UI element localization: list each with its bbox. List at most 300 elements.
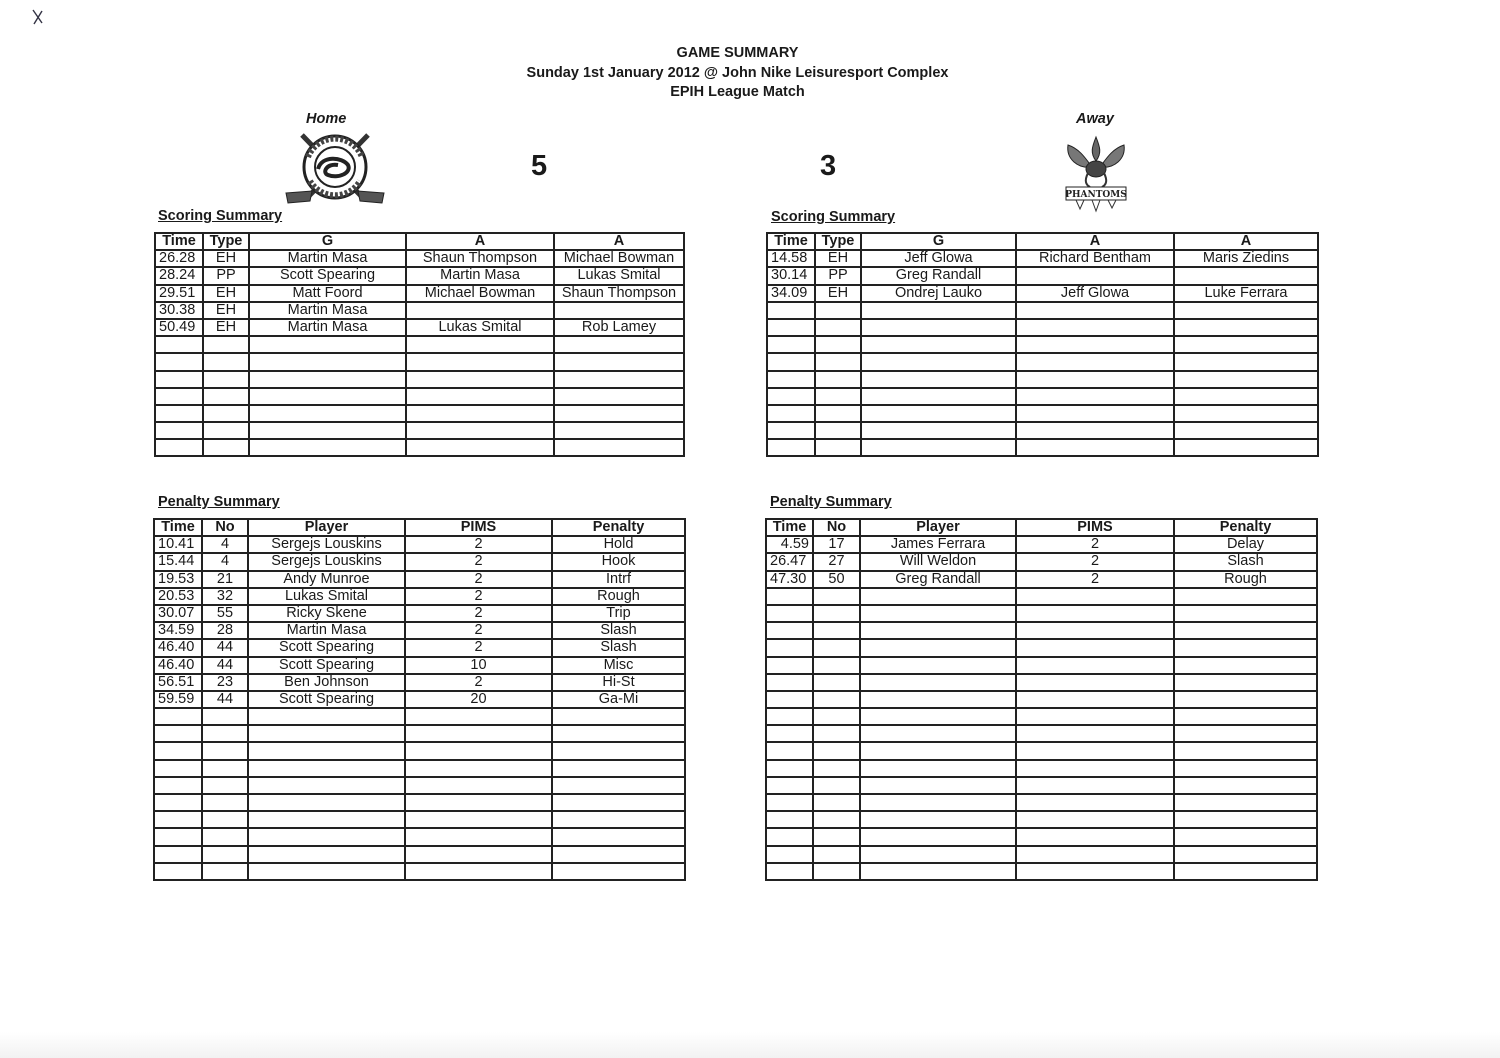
table-cell [860,622,1016,639]
empty-table-row [767,319,1318,336]
table-cell [1174,405,1318,422]
table-cell [248,828,405,845]
table-cell [813,622,860,639]
column-header: Type [815,233,861,250]
table-cell [1174,371,1318,388]
table-cell [860,760,1016,777]
empty-table-row [767,388,1318,405]
table-cell [1016,725,1174,742]
table-row [766,553,1317,570]
table-row [155,285,684,302]
table-cell [861,405,1016,422]
table-cell [813,674,860,691]
table-cell [154,863,202,880]
table-cell: Martin Masa [248,622,405,639]
table-row [154,571,685,588]
table-cell [202,708,248,725]
table-cell: Lukas Smital [554,267,684,284]
table-cell [860,828,1016,845]
crossed-sticks-mark-icon [30,8,46,26]
column-header: Type [203,233,249,250]
table-cell [249,353,406,370]
table-cell: 44 [202,639,248,656]
empty-table-row [766,588,1317,605]
table-cell [1174,657,1317,674]
table-cell: Martin Masa [249,302,406,319]
table-cell [1016,622,1174,639]
table-cell: 4.59 [766,536,813,553]
table-cell: 17 [813,536,860,553]
empty-table-row [766,742,1317,759]
table-cell [552,846,685,863]
table-cell [1016,760,1174,777]
table-cell: 28 [202,622,248,639]
table-row [766,536,1317,553]
table-cell [1174,691,1317,708]
table-cell: 26.28 [155,250,203,267]
table-cell [1174,319,1318,336]
empty-table-row [154,725,685,742]
table-row [154,605,685,622]
table-cell [203,388,249,405]
table-cell [155,388,203,405]
table-cell: Greg Randall [860,571,1016,588]
table-cell [1174,794,1317,811]
table-cell [1016,708,1174,725]
table-cell [202,777,248,794]
table-cell [249,422,406,439]
scan-bottom-edge [0,1032,1500,1058]
empty-table-row [766,777,1317,794]
table-cell: 10.41 [154,536,202,553]
table-cell [815,319,861,336]
empty-table-row [766,639,1317,656]
column-header: Penalty [1174,519,1317,536]
table-cell [813,639,860,656]
empty-table-row [154,863,685,880]
table-cell: Trip [552,605,685,622]
column-header: Penalty [552,519,685,536]
table-cell: 2 [405,588,552,605]
table-cell: 2 [405,674,552,691]
table-cell: PP [815,267,861,284]
table-row [155,302,684,319]
table-cell [766,828,813,845]
empty-table-row [766,794,1317,811]
column-header: Time [767,233,815,250]
table-cell [1016,353,1174,370]
table-cell: 2 [1016,571,1174,588]
table-cell [766,725,813,742]
table-cell [552,863,685,880]
table-cell [1016,742,1174,759]
table-cell [154,811,202,828]
table-cell [1174,388,1318,405]
table-cell [554,371,684,388]
bracknell-bees-logo-icon [282,131,388,205]
table-cell [861,439,1016,456]
table-cell [766,674,813,691]
empty-table-row [766,674,1317,691]
table-cell [1174,863,1317,880]
table-header-row [766,519,1317,536]
table-row [767,250,1318,267]
table-cell [248,811,405,828]
table-cell: Matt Foord [249,285,406,302]
table-cell: Slash [1174,553,1317,570]
table-cell [1016,794,1174,811]
table-cell: 2 [1016,553,1174,570]
table-cell [813,657,860,674]
table-cell [861,353,1016,370]
table-cell: 46.40 [154,657,202,674]
table-cell: Hold [552,536,685,553]
table-cell [1016,302,1174,319]
table-cell [860,588,1016,605]
table-cell [248,760,405,777]
empty-table-row [154,742,685,759]
table-cell: Michael Bowman [554,250,684,267]
table-cell [552,828,685,845]
table-cell: 44 [202,691,248,708]
table-cell [1174,674,1317,691]
table-row [154,674,685,691]
table-cell [813,811,860,828]
table-cell [249,439,406,456]
table-cell: Ricky Skene [248,605,405,622]
table-cell: 21 [202,571,248,588]
table-cell: EH [203,302,249,319]
table-cell: EH [203,319,249,336]
table-cell [154,742,202,759]
table-cell [1174,336,1318,353]
table-row [155,319,684,336]
table-cell [815,422,861,439]
table-cell [1174,302,1318,319]
table-cell: 34.59 [154,622,202,639]
table-cell [406,422,554,439]
table-cell: 28.24 [155,267,203,284]
table-cell [766,811,813,828]
table-cell: Ben Johnson [248,674,405,691]
table-cell [767,353,815,370]
table-cell [1174,267,1318,284]
table-cell [248,725,405,742]
table-cell [1016,371,1174,388]
table-cell [1174,422,1318,439]
table-cell [1174,777,1317,794]
table-cell [766,622,813,639]
table-cell: Scott Spearing [249,267,406,284]
table-cell: 56.51 [154,674,202,691]
table-row [154,536,685,553]
table-cell [815,302,861,319]
table-cell [1016,657,1174,674]
table-cell [1016,777,1174,794]
column-header: Time [766,519,813,536]
table-cell [813,828,860,845]
table-cell: Jeff Glowa [1016,285,1174,302]
column-header: No [813,519,860,536]
table-cell [815,371,861,388]
table-row [154,553,685,570]
table-cell: 20.53 [154,588,202,605]
away-scoring-table [766,232,1319,457]
column-header: A [1016,233,1174,250]
svg-text:PHANTOMS: PHANTOMS [1065,190,1127,200]
table-cell [813,605,860,622]
table-cell [767,319,815,336]
table-cell [155,422,203,439]
table-cell [248,846,405,863]
away-label: Away [1076,111,1114,127]
table-cell [155,353,203,370]
table-cell [1016,319,1174,336]
table-cell [552,760,685,777]
table-cell: Lukas Smital [248,588,405,605]
table-cell: EH [203,285,249,302]
table-cell [1016,674,1174,691]
table-cell: 2 [405,571,552,588]
table-cell: 29.51 [155,285,203,302]
table-cell [861,302,1016,319]
table-row [155,267,684,284]
table-cell [406,371,554,388]
table-cell [861,336,1016,353]
table-row [154,691,685,708]
table-cell [766,846,813,863]
table-cell [766,588,813,605]
table-cell [1174,828,1317,845]
table-row [154,622,685,639]
table-cell: 27 [813,553,860,570]
home-score: 5 [531,150,548,182]
table-cell [860,742,1016,759]
empty-table-row [767,439,1318,456]
table-cell [813,863,860,880]
table-cell [1174,622,1317,639]
column-header: G [861,233,1016,250]
table-cell: 2 [405,605,552,622]
table-cell: Maris Ziedins [1174,250,1318,267]
table-cell: Sergejs Louskins [248,536,405,553]
table-cell: 2 [405,536,552,553]
empty-table-row [154,794,685,811]
table-cell [154,725,202,742]
table-cell [406,405,554,422]
table-cell: Rough [1174,571,1317,588]
table-cell [202,742,248,759]
table-cell [815,439,861,456]
table-cell: EH [815,285,861,302]
empty-table-row [154,760,685,777]
table-cell: 2 [405,639,552,656]
table-cell: Luke Ferrara [1174,285,1318,302]
table-cell: Ondrej Lauko [861,285,1016,302]
table-cell: Scott Spearing [248,639,405,656]
table-cell [202,863,248,880]
table-cell: 4 [202,536,248,553]
table-cell [766,639,813,656]
table-cell [405,742,552,759]
table-cell [861,422,1016,439]
table-cell [406,302,554,319]
table-cell [202,794,248,811]
table-cell [1016,422,1174,439]
table-cell [405,846,552,863]
table-cell [554,302,684,319]
table-cell: Greg Randall [861,267,1016,284]
table-cell [1174,605,1317,622]
table-cell [249,371,406,388]
table-cell [1016,863,1174,880]
table-cell [815,405,861,422]
table-cell [1016,828,1174,845]
home-scoring-table [154,232,685,457]
table-cell [1174,708,1317,725]
table-row [154,588,685,605]
empty-table-row [155,439,684,456]
table-cell [405,760,552,777]
table-cell: 47.30 [766,571,813,588]
table-cell [554,405,684,422]
match-type: EPIH League Match [670,84,805,100]
table-cell [860,811,1016,828]
column-header: PIMS [405,519,552,536]
table-cell [203,353,249,370]
table-cell [1016,691,1174,708]
empty-table-row [766,708,1317,725]
table-cell [767,439,815,456]
table-cell [766,794,813,811]
empty-table-row [155,422,684,439]
table-cell [202,725,248,742]
table-cell: 10 [405,657,552,674]
table-cell [155,371,203,388]
table-cell [1016,388,1174,405]
table-cell: 30.07 [154,605,202,622]
table-cell [767,405,815,422]
table-cell [766,760,813,777]
away-penalty-title: Penalty Summary [770,494,892,510]
table-cell [248,863,405,880]
table-cell: James Ferrara [860,536,1016,553]
table-cell [405,794,552,811]
table-cell [552,725,685,742]
home-scoring-title: Scoring Summary [158,208,283,224]
document-header [0,44,1475,103]
table-cell [1174,439,1318,456]
table-cell: Will Weldon [860,553,1016,570]
column-header: Player [860,519,1016,536]
table-cell: Lukas Smital [406,319,554,336]
table-cell [1016,439,1174,456]
table-cell [860,691,1016,708]
table-cell: 50 [813,571,860,588]
table-cell: 19.53 [154,571,202,588]
table-cell [203,371,249,388]
table-cell [860,725,1016,742]
empty-table-row [767,405,1318,422]
table-row [767,267,1318,284]
table-cell [405,708,552,725]
table-cell [860,863,1016,880]
table-cell [552,794,685,811]
table-cell [248,708,405,725]
table-cell: 15.44 [154,553,202,570]
empty-table-row [155,405,684,422]
table-cell: Rough [552,588,685,605]
table-row [154,657,685,674]
table-cell: Martin Masa [406,267,554,284]
column-header: A [554,233,684,250]
table-cell: 44 [202,657,248,674]
table-cell [552,742,685,759]
table-cell [248,742,405,759]
table-cell: 20 [405,691,552,708]
table-cell [406,439,554,456]
table-cell: Shaun Thompson [554,285,684,302]
table-cell [766,605,813,622]
table-cell [202,760,248,777]
table-cell [554,439,684,456]
empty-table-row [767,302,1318,319]
column-header: No [202,519,248,536]
table-cell [815,336,861,353]
empty-table-row [155,371,684,388]
table-cell [813,708,860,725]
table-cell: Shaun Thompson [406,250,554,267]
table-cell [405,863,552,880]
empty-table-row [154,777,685,794]
empty-table-row [155,353,684,370]
table-cell: 2 [1016,536,1174,553]
column-header: A [406,233,554,250]
table-cell: Delay [1174,536,1317,553]
table-cell: Andy Munroe [248,571,405,588]
table-cell: 55 [202,605,248,622]
table-cell: Ga-Mi [552,691,685,708]
table-cell [554,336,684,353]
table-cell [203,405,249,422]
table-cell [552,811,685,828]
table-cell [766,742,813,759]
away-penalty-table [765,518,1318,881]
table-cell: Slash [552,622,685,639]
table-cell [1016,639,1174,656]
empty-table-row [154,708,685,725]
table-cell [766,691,813,708]
table-cell: 30.14 [767,267,815,284]
empty-table-row [154,811,685,828]
table-cell [766,777,813,794]
empty-table-row [766,657,1317,674]
table-cell [1174,811,1317,828]
away-scoring-title: Scoring Summary [771,209,896,225]
table-cell [1174,742,1317,759]
table-cell [861,371,1016,388]
table-cell [203,336,249,353]
table-cell [203,439,249,456]
empty-table-row [766,760,1317,777]
table-cell: 50.49 [155,319,203,336]
table-cell: 4 [202,553,248,570]
table-cell [767,388,815,405]
table-cell [154,777,202,794]
table-cell [860,708,1016,725]
empty-table-row [766,828,1317,845]
table-cell [1174,846,1317,863]
